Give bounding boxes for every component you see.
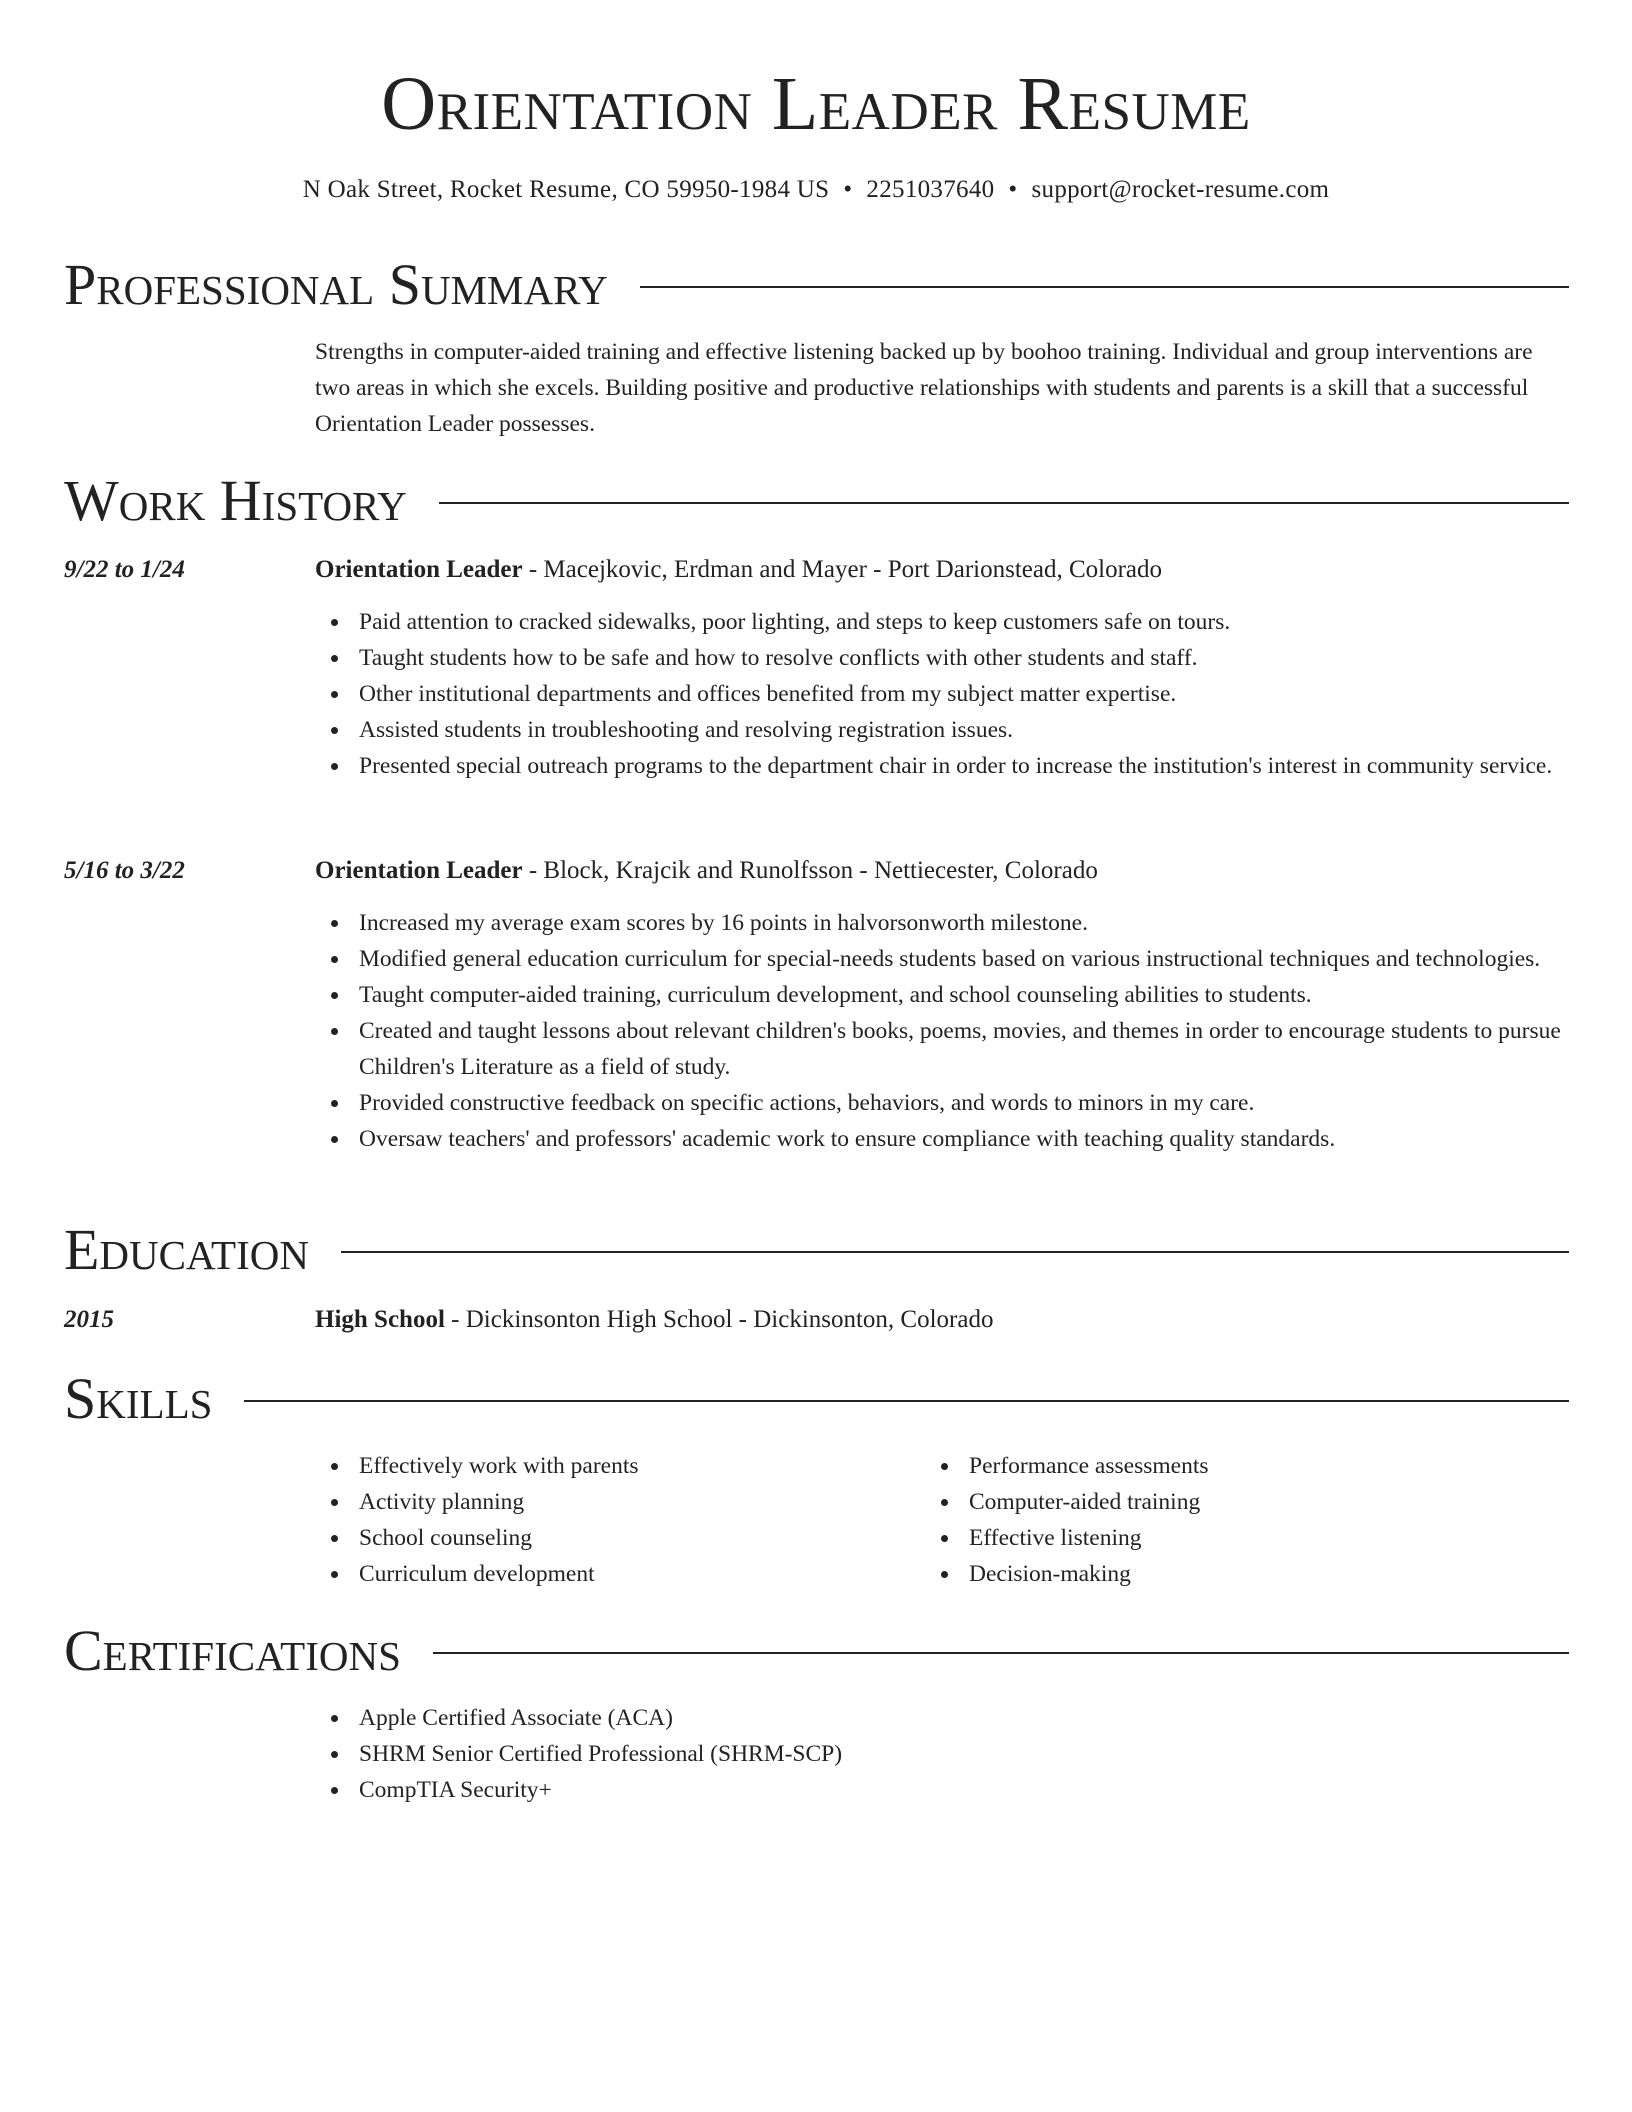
- section-header-certifications: [64, 1616, 1569, 1686]
- skill-item: Effective listening: [969, 1520, 1632, 1556]
- certifications-list: [315, 1700, 1614, 1808]
- section-title-summary: Professional Summary: [64, 252, 608, 317]
- section-title-education: Education: [64, 1217, 309, 1282]
- job-dates: 9/22 to 1/24: [64, 556, 185, 583]
- section-header-education: [64, 1215, 1569, 1285]
- education-degree: High School: [315, 1306, 445, 1333]
- contact-email[interactable]: support@rocket-resume.com: [1031, 176, 1330, 203]
- contact-separator: •: [843, 176, 853, 203]
- section-divider: [341, 1251, 1569, 1253]
- job-employer: - Block, Krajcik and Runolfsson - Nettiecester, Colorado: [522, 857, 1098, 884]
- list-item: Modified general education curriculum for special-needs students based on various instructional techniques and technologies.: [359, 941, 1614, 977]
- list-item: Taught computer-aided training, curriculum development, and school counseling abilities to students.: [359, 977, 1614, 1013]
- skill-item: Performance assessments: [969, 1448, 1632, 1484]
- job-title: Orientation Leader: [315, 556, 523, 583]
- list-item: Oversaw teachers' and professors' academic work to ensure compliance with teaching quality standards.: [359, 1121, 1614, 1157]
- contact-address: N Oak Street, Rocket Resume, CO 59950-1984 US: [302, 176, 830, 203]
- job-employer: - Macejkovic, Erdman and Mayer - Port Darionstead, Colorado: [522, 556, 1163, 583]
- contact-phone: 2251037640: [866, 176, 995, 203]
- contact-separator: •: [1008, 176, 1018, 203]
- list-item: Other institutional departments and offices benefited from my subject matter expertise.: [359, 676, 1614, 712]
- list-item: Presented special outreach programs to the department chair in order to increase the institution's interest in community service.: [359, 748, 1614, 784]
- section-divider: [640, 286, 1569, 288]
- job-heading: [315, 552, 1570, 588]
- section-title-skills: Skills: [64, 1366, 213, 1431]
- skill-item: Effectively work with parents: [359, 1448, 1614, 1484]
- skill-item: Decision-making: [969, 1556, 1632, 1592]
- list-item: Created and taught lessons about relevant children's books, poems, movies, and themes in order to encourage students to pursue Children's Literature as a field of study.: [359, 1013, 1614, 1085]
- education-year: 2015: [64, 1306, 114, 1333]
- skills-list-right: [925, 1448, 1632, 1592]
- resume-title: Orientation Leader Resume: [381, 62, 1251, 146]
- summary-text: Strengths in computer-aided training and effective listening backed up by boohoo training. Individual and group interventions are two areas in which she excels. Building positive and productive relationships with students and parents is a skill that a successful Orientation Leader possesses.: [315, 339, 1533, 437]
- list-item: Paid attention to cracked sidewalks, poor lighting, and steps to keep customers safe on tours.: [359, 604, 1614, 640]
- list-item: Taught students how to be safe and how to resolve conflicts with other students and staff.: [359, 640, 1614, 676]
- job-title: Orientation Leader: [315, 857, 523, 884]
- education-entry: [315, 1302, 1570, 1338]
- list-item: Provided constructive feedback on specific actions, behaviors, and words to minors in my care.: [359, 1085, 1614, 1121]
- contact-line: [0, 172, 1632, 208]
- section-divider: [439, 502, 1569, 504]
- section-title-work: Work History: [64, 468, 407, 533]
- skill-item: School counseling: [359, 1520, 1614, 1556]
- skill-item: Computer-aided training: [969, 1484, 1632, 1520]
- list-item: Assisted students in troubleshooting and resolving registration issues.: [359, 712, 1614, 748]
- education-school: - Dickinsonton High School - Dickinsonton, Colorado: [444, 1306, 994, 1333]
- section-header-skills: [64, 1364, 1569, 1434]
- section-divider: [433, 1652, 1569, 1654]
- job-bullets: [315, 604, 1614, 784]
- job-dates: 5/16 to 3/22: [64, 857, 185, 884]
- section-title-certifications: Certifications: [64, 1618, 401, 1683]
- job-bullets: [315, 905, 1614, 1157]
- certification-item: SHRM Senior Certified Professional (SHRM-SCP): [359, 1736, 1614, 1772]
- section-divider: [244, 1400, 1569, 1402]
- certification-item: CompTIA Security+: [359, 1772, 1614, 1808]
- job-heading: [315, 853, 1570, 889]
- skill-item: Activity planning: [359, 1484, 1614, 1520]
- certification-item: Apple Certified Associate (ACA): [359, 1700, 1614, 1736]
- section-header-work: [64, 466, 1569, 536]
- skill-item: Curriculum development: [359, 1556, 1614, 1592]
- section-header-summary: [64, 250, 1569, 320]
- list-item: Increased my average exam scores by 16 points in halvorsonworth milestone.: [359, 905, 1614, 941]
